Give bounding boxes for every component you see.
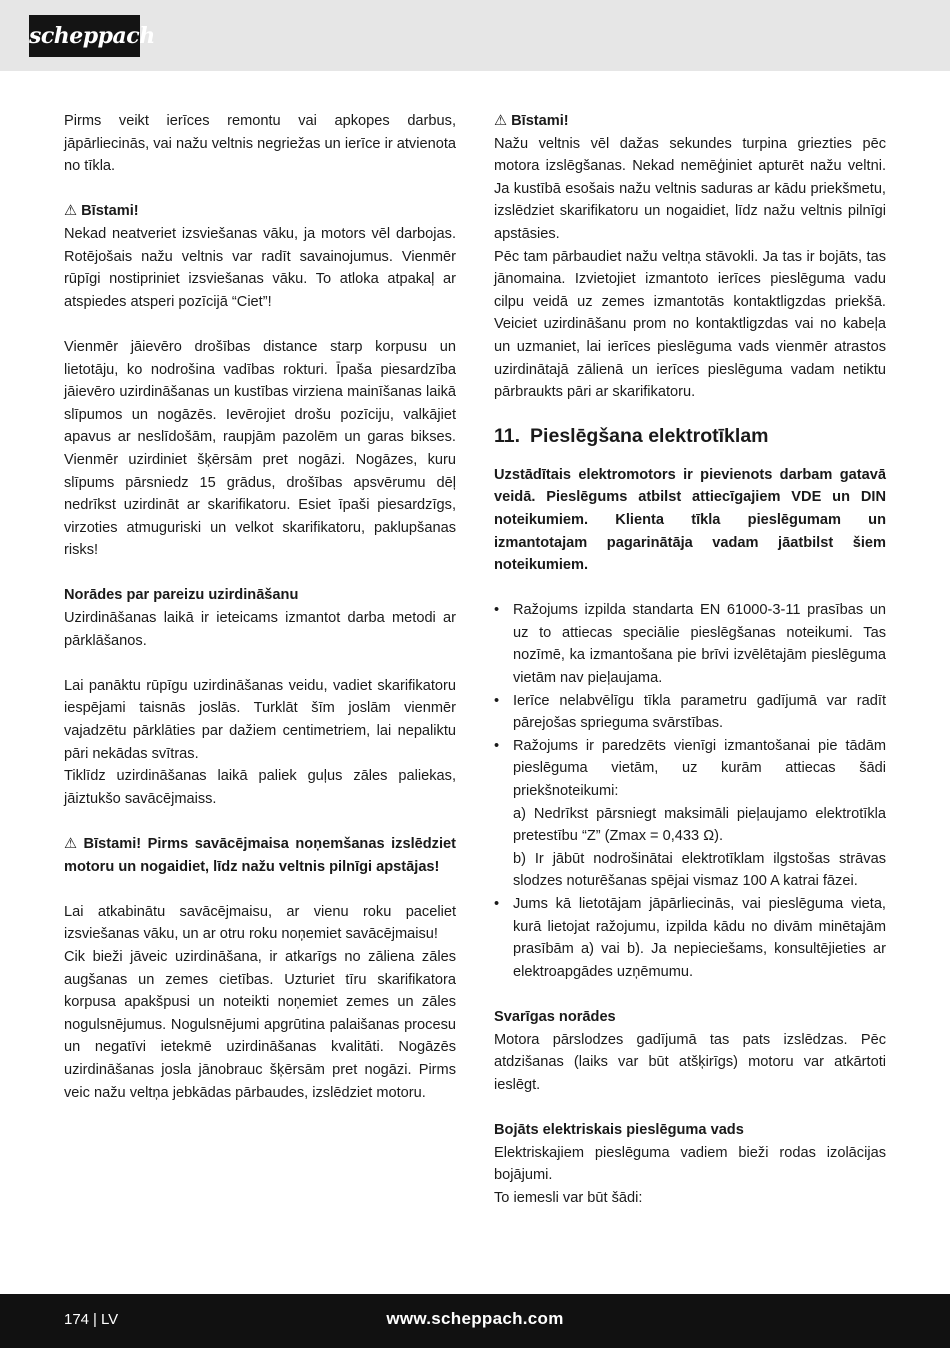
requirements-list [494,599,886,983]
section-title: 11. Pieslēgšana elektrotīklam [494,424,769,447]
warning-triangle-icon: ⚠ [64,203,78,220]
warning-heading: ⚠ Bīstami! [64,203,139,220]
right-column [494,110,886,1209]
list-item: • Ražojums izpilda standarta EN 61000-3-11 prasības un uz to attiecas speciālie pieslēgšanas noteikumi. Tas nozīmē, ka izmantošana pie brīvi izvēlētajām pieslēguma vietām nav pieļaujama. [494,599,886,689]
paragraph: Pirms veikt ierīces remontu vai apkopes darbus, jāpārliecinās, vai nažu veltnis negriežas un ierīce ir atvienota no tīkla. [64,113,456,175]
website-link[interactable]: www.scheppach.com [386,1309,564,1328]
page-header [0,0,950,71]
brand-logo: scheppach [29,15,140,57]
paragraph: Nažu veltnis vēl dažas sekundes turpina griezties pēc motora izslēgšanas. Nekad nemēģiniet apturēt nažu veltni. Ja kustībā esošais nažu veltnis saduras ar kādu priekšmetu, izslēdziet skarifikatoru un nogaidiet, līdz nažu veltnis pilnīgi apstāsies. [494,135,886,242]
paragraph: To iemesli var būt šādi: [494,1189,643,1206]
paragraph: Cik bieži jāveic uzirdināšana, ir atkarīgs no zāliena zāles augšanas un zemes cietības. Uzturiet tīru skarifikatora korpusa apakšpusi un noteikti noņemiet zemes un zāles nogulsnējumus. Nogulsnējumi apgrūtina palaišanas procesu un negatīvi ietekmē uzirdināšanas kvalitāti. Nogāzēs uzirdināšanas josla jānobrauc šķērsām pret nogāzi. Pirms veic nažu veltņa jebkādas pārbaudes, izslēdziet motoru. [64,948,456,1101]
warning-triangle-icon: ⚠ [64,836,80,852]
paragraph: Lai panāktu rūpīgu uzirdināšanas veidu, vadiet skarifikatoru iespējami taisnās joslās. Turklāt šīm joslām vienmēr vajadzētu pārklāties par dažiem centimetriem, lai nepaliktu pāri nekādas svītras. [64,677,456,762]
paragraph: Nekad neatveriet izsviešanas vāku, ja motors vēl darbojas. Rotējošais nažu veltnis var radīt savainojumus. Vienmēr rūpīgi nostipriniet izsviešanas vāku. To atloka atpakaļ ar atspiedes atsperi pozīcijā “Ciet”! [64,225,456,310]
subheading: Bojāts elektriskais pieslēguma vads [494,1121,744,1138]
list-item: • Ierīce nelabvēlīgu tīkla parametru gadījumā var radīt pārejošas sprieguma svārstības. [494,690,886,735]
bold-intro: Uzstādītais elektromotors ir pievienots darbam gatavā veidā. Pieslēgums atbilst attiecīgajiem VDE un DIN noteikumiem. Klienta tīkla pieslēgumam un izmantotajam pagarinātāja vadam jāatbilst šiem noteikumiem. [494,466,886,574]
page-number: 174 | LV [64,1311,119,1328]
warning-triangle-icon: ⚠ [494,113,508,129]
page-footer [0,1294,950,1348]
paragraph: Uzirdināšanas laikā ir ieteicams izmantot darba metodi ar pārklāšanos. [64,610,456,649]
subheading: Norādes par pareizu uzirdināšanu [64,587,299,604]
warning-heading: ⚠ Bīstami! [494,113,569,129]
paragraph: Lai atkabinātu savācējmaisu, ar vienu roku paceliet izsviešanas vāku, un ar otru roku noņemiet savācējmaisu! [64,903,456,943]
list-item: • Jums kā lietotājam jāpārliecinās, vai pieslēguma vieta, kurā lietojat ražojumu, izpilda kādu no divām minētajām prasībām a) vai b). Ja nepieciešams, konsultējieties ar elektroapgādes uzņēmumu. [494,893,886,983]
paragraph: Tiklīdz uzirdināšanas laikā paliek guļus zāles paliekas, jāiztukšo savācējmaiss. [64,768,456,807]
subheading: Svarīgas norādes [494,1008,616,1025]
paragraph: Pēc tam pārbaudiet nažu veltņa stāvokli. Ja tas ir bojāts, tas jānomaina. Izvietojiet izmantoto ierīces pieslēguma vadu cilpu veidā uz zemes izmantotās kontaktligzdas priekšā. Veiciet uzirdināšanu prom no kontaktligzdas vai no kabeļa un uzmaniet, lai ierīces pieslēguma vads vienmēr atrastos uzirdinātajā zālienā un ierīces pieslēguma vadam netiktu pārbraukts pāri ar skarifikatoru. [494,248,886,401]
warning-block: ⚠ Bīstami! Pirms savācējmaisa noņemšanas izslēdziet motoru un nogaidiet, līdz nažu veltnis pilnīgi apstājas! [64,836,456,875]
paragraph: Vienmēr jāievēro drošības distance starp korpusu un lietotāju, ko nodrošina vadības rokturi. Īpaša piesardzība jāievēro uzirdināšanas un kustības virziena mainīšanas laikā slīpumos un nogāzēs. Ievērojiet drošu pozīciju, valkājiet apavus ar neslīdošām, raupjām pazolēm un garas bikses. Vienmēr uzirdiniet šķērsām pret nogāzi. Nogāzes, kuru slīpums pārsniedz 15 grādus, drošības apsvērumu dēļ nedrīkst uzirdināt ar skarifikatoru. Esiet īpaši piesardzīgs, virzoties atmuguriski un velkot skarifikatoru, paklupšanas risks! [64,338,456,559]
list-item: • Ražojums ir paredzēts vienīgi izmantošanai pie tādām pieslēguma vietām, uz kurām attiecas šādi priekšnoteikumi: a) Nedrīkst pārsniegt maksimāli pieļaujamo elektrotīkla pretestību “Z” (Zmax = 0,433 Ω). b) Ir jābūt nodrošinātai elektrotīklam ilgstošas strāvas slodzes noturēšanas spējai vismaz 100 A katrai fāzei. [494,735,886,893]
paragraph: Motora pārslodzes gadījumā tas pats izslēdzas. Pēc atdzišanas (laiks var būt atšķirīgs) motoru var atkārtoti ieslēgt. [494,1031,886,1093]
paragraph: Elektriskajiem pieslēguma vadiem bieži rodas izolācijas bojājumi. [494,1144,886,1184]
left-column [64,110,456,1104]
